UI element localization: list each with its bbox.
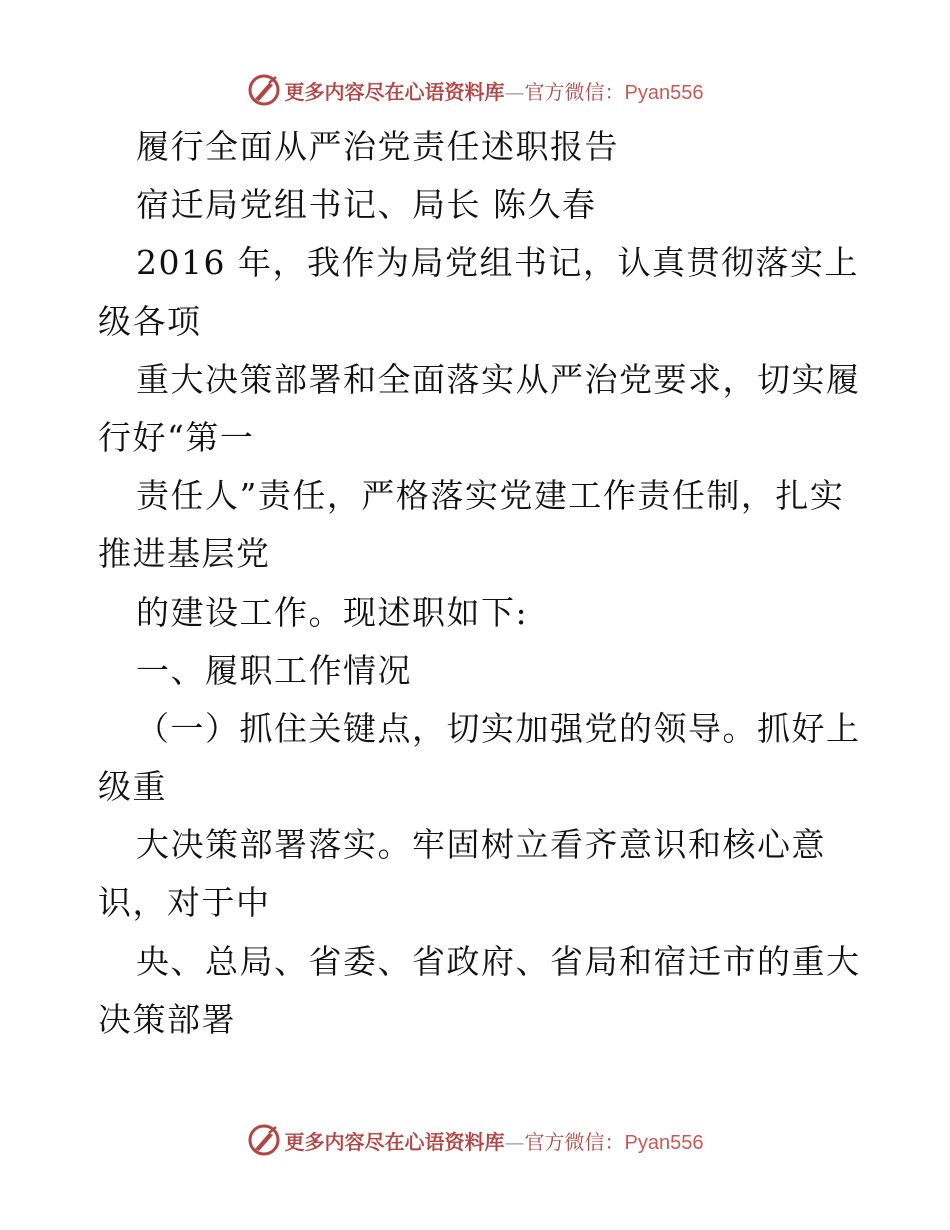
watermark-official: 官方微信： — [524, 79, 625, 104]
watermark-dash: — — [504, 1129, 525, 1154]
text-line: 责任人”责任，严格落实党建工作责任制，扎实 — [136, 476, 845, 516]
text-line: 2016 年，我作为局党组书记，认真贯彻落实上 — [136, 243, 859, 283]
text-line: 宿迁局党组书记、局长 陈久春 — [136, 185, 597, 225]
watermark-account: Pyan556 — [624, 81, 704, 104]
text-line: 识，对于中 — [98, 883, 271, 923]
text-line: 履行全面从严治党责任述职报告 — [136, 127, 619, 166]
watermark-text — [285, 76, 704, 105]
watermark-account: Pyan556 — [624, 1131, 704, 1154]
text-line: 央、总局、省委、省政府、省局和宿迁市的重大 — [136, 941, 861, 981]
watermark-dash: — — [504, 79, 525, 104]
text-line: 大决策部署落实。牢固树立看齐意识和核心意 — [136, 825, 826, 865]
quill-logo-icon — [247, 73, 281, 107]
text-line: 决策部署 — [98, 999, 236, 1039]
watermark-brand: 更多内容尽在心语资料库 — [284, 1129, 505, 1154]
quill-logo-icon — [247, 1123, 281, 1157]
text-line: 级各项 — [98, 301, 202, 341]
text-line: （一）抓住关键点，切实加强党的领导。抓好上 — [136, 708, 861, 748]
watermark-text — [285, 1126, 704, 1155]
watermark-official: 官方微信： — [524, 1129, 625, 1154]
watermark-brand: 更多内容尽在心语资料库 — [284, 79, 505, 104]
document-body — [98, 118, 861, 1049]
text-line: 重大决策部署和全面落实从严治党要求，切实履 — [136, 359, 861, 399]
footer-watermark — [0, 1120, 950, 1160]
text-line: 级重 — [98, 767, 167, 807]
text-line: 推进基层党 — [98, 534, 271, 574]
text-line: 一、履职工作情况 — [136, 650, 412, 690]
text-line: 行好“第一 — [98, 417, 255, 457]
header-watermark — [0, 70, 950, 110]
text-line: 的建设工作。现述职如下: — [136, 592, 529, 632]
